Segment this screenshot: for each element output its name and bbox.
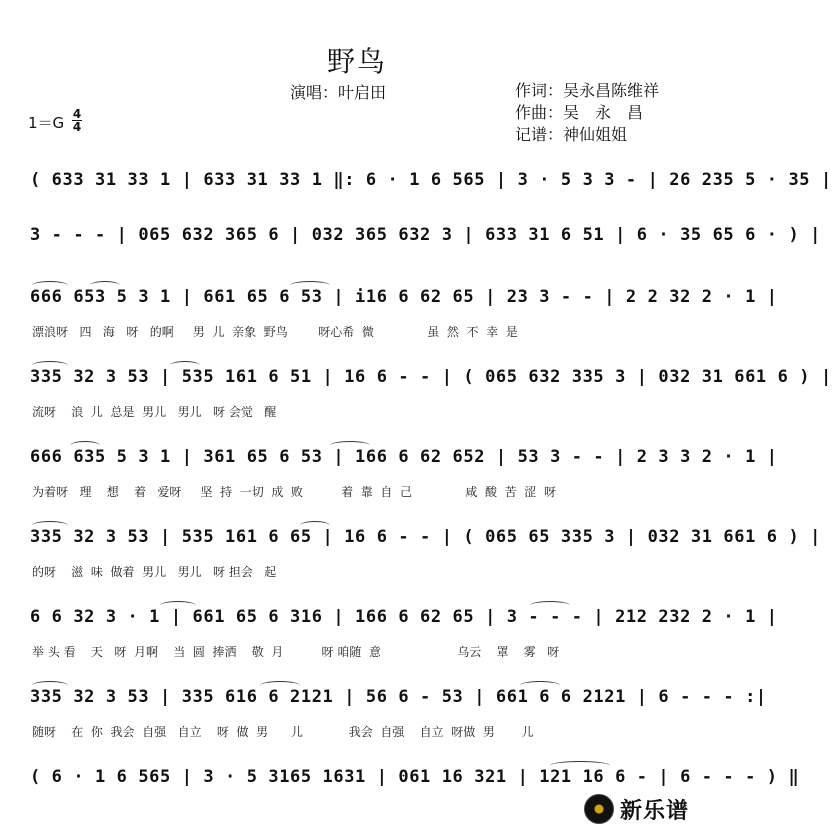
notes-line: 335 32 3 53 | 535 161 6 51 | 16 6 - - | ( 065 632 335 3 | 032 31 661 6 ) |	[30, 367, 832, 387]
site-logo-text: 新乐谱	[620, 798, 690, 824]
lyrics-line: 流呀 浪 儿 总是 男儿 男儿 呀 会觉 醒	[32, 405, 277, 419]
notes-line: ( 6 · 1 6 565 | 3 · 5 3165 1631 | 061 16 321 | 121 16 6 - | 6 - - - ) ‖	[30, 767, 800, 787]
notes-line: 666 653 5 3 1 | 661 65 6 53 | i16 6 62 65 | 23 3 - - | 2 2 32 2 · 1 |	[30, 287, 778, 307]
record-disc-icon	[584, 794, 614, 824]
notes-line: 335 32 3 53 | 335 616 6 2121 | 56 6 - 53 | 661 6 6 2121 | 6 - - - :|	[30, 687, 767, 707]
time-signature-top: 4	[72, 107, 82, 121]
lyrics-line: 举 头 看 天 呀 月啊 当 圆 捧洒 敬 月 呀 咱随 意 乌云 罩 雾 呀	[32, 645, 560, 659]
transcriber-credit: 记谱：神仙姐姐	[515, 125, 628, 144]
song-title: 野鸟	[326, 45, 387, 78]
credits-block	[515, 80, 659, 146]
notes-line: ( 633 31 33 1 | 633 31 33 1 ‖: 6 · 1 6 565 | 3 · 5 3 3 - | 26 235 5 · 35 |	[30, 170, 832, 190]
time-signature	[72, 108, 82, 133]
singer-credit: 演唱：叶启田	[290, 83, 387, 102]
time-signature-bottom: 4	[72, 120, 82, 134]
key-signature: 1＝G	[28, 114, 65, 132]
notes-line: 3 - - - | 065 632 365 6 | 032 365 632 3 | 633 31 6 51 | 6 · 35 65 6 · ) |	[30, 225, 821, 245]
lyrics-line: 漂浪呀 四 海 呀 的啊 男 儿 亲象 野鸟 呀心希 微 虽 然 不 幸 是	[32, 325, 518, 339]
site-logo	[584, 792, 708, 826]
composer-credit: 作曲：吴 永 昌	[515, 103, 644, 122]
lyrics-line: 随呀 在 你 我会 自强 自立 呀 做 男 儿 我会 自强 自立 呀做 男 儿	[32, 725, 534, 739]
notes-line: 666 635 5 3 1 | 361 65 6 53 | 166 6 62 652 | 53 3 - - | 2 3 3 2 · 1 |	[30, 447, 778, 467]
lyrics-line: 为着呀 理 想 着 爱呀 坚 持 一切 成 败 着 靠 自 己 咸 酸 苦 涩 呀	[32, 485, 556, 499]
notes-line: 6 6 32 3 · 1 | 661 65 6 316 | 166 6 62 65 | 3 - - - | 212 232 2 · 1 |	[30, 607, 778, 627]
lyrics-line: 的呀 滋 味 做着 男儿 男儿 呀 担会 起	[32, 565, 277, 579]
notes-line: 335 32 3 53 | 535 161 6 65 | 16 6 - - | ( 065 65 335 3 | 032 31 661 6 ) |	[30, 527, 821, 547]
lyricist-credit: 作词：吴永昌陈维祥	[515, 81, 660, 100]
